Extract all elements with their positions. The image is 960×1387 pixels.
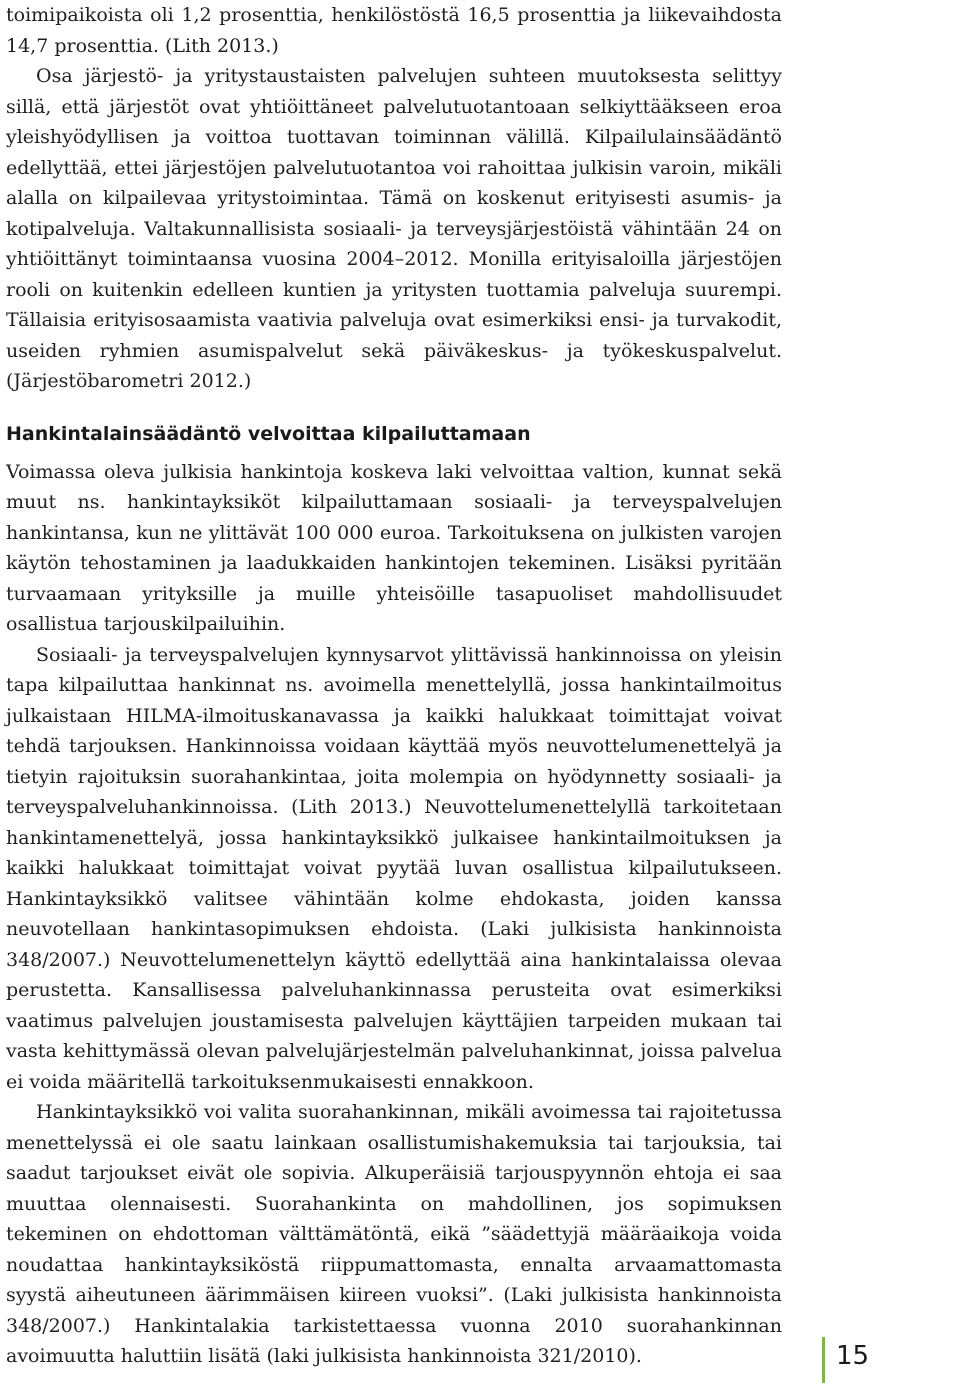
paragraph-direct-procurement: Hankintayksikkö voi valita suorahankinnan, mikäli avoimessa tai rajoitetussa menettelyssä ei ole saatu lainkaan osallistumishakemuksia tai tarjouksia, tai saadut tarjoukset eivät ole sopivia. Alkuperäisiä tarjouspyynnön ehtoja ei saa muuttaa olennaisesti. Suorahankinta on mahdollinen, jos sopimuksen tekeminen on ehdottoman välttämätöntä, eikä ”säädettyjä määräaikoja voida noudattaa hankintayksiköstä riippumattomasta, ennalta arvaamattomasta syystä aiheutuneen äärimmäisen kiireen vuoksi”. (Laki julkisista hankinnoista 348/2007.) Hankintalakia tarkistettaessa vuonna 2010 suorahankinnan avoimuutta haluttiin lisätä (laki julkisista hankinnoista 321/2010). <box>6 1101 782 1367</box>
document-page <box>6 0 782 1372</box>
section-heading: Hankintalainsäädäntö velvoittaa kilpailuttamaan <box>6 422 531 445</box>
paragraph-continued: toimipaikoista oli 1,2 prosenttia, henkilöstöstä 16,5 prosenttia ja liikevaihdosta 14,7 prosenttia. (Lith 2013.) <box>6 4 782 57</box>
page-number-accent-bar <box>822 1337 825 1383</box>
page-number: 15 <box>836 1341 870 1371</box>
page-number-block <box>822 1337 882 1383</box>
paragraph-organization-changes: Osa järjestö- ja yritystaustaisten palvelujen suhteen muutoksesta selittyy sillä, että järjestöt ovat yhtiöittäneet palvelutuotantoaan selkiyttääkseen eroa yleishyödyllisen ja voittoa tuottavan toiminnan välillä. Kilpailulainsäädäntö edellyttää, ettei järjestöjen palvelutuotantoa voi rahoittaa julkisin varoin, mikäli alalla on kilpailevaa yritystoimintaa. Tämä on koskenut erityisesti asumis- ja kotipalveluja. Valtakunnallisista sosiaali- ja terveysjärjestöistä vähintään 24 on yhtiöittänyt toimintaansa vuosina 2004–2012. Monilla erityisaloilla järjestöjen rooli on kuitenkin edelleen kuntien ja yritysten tuottamia palveluja suurempi. Tällaisia erityisosaamista vaativia palveluja ovat esimerkiksi ensi- ja turvakodit, useiden ryhmien asumispalvelut sekä päiväkeskus- ja työkeskuspalvelut. (Järjestöbarometri 2012.) <box>6 65 782 392</box>
paragraph-procurement-law: Voimassa oleva julkisia hankintoja koskeva laki velvoittaa valtion, kunnat sekä muut ns. hankintayksiköt kilpailuttamaan sosiaali- ja terveyspalvelujen hankintansa, kun ne ylittävät 100 000 euroa. Tarkoituksena on julkisten varojen käytön tehostaminen ja laadukkaiden hankintojen tekeminen. Lisäksi pyritään turvaamaan yrityksille ja muille yhteisöille tasapuoliset mahdollisuudet osallistua tarjouskilpailuihin. <box>6 460 782 635</box>
paragraph-thresholds: Sosiaali- ja terveyspalvelujen kynnysarvot ylittävissä hankinnoissa on yleisin tapa kilpailuttaa hankinnat ns. avoimella menettelyllä, jossa hankintailmoitus julkaistaan HILMA-ilmoituskanavassa ja kaikki halukkaat toimittajat voivat tehdä tarjouksen. Hankinnoissa voidaan käyttää myös neuvottelumenettelyä ja tietyin rajoituksin suorahankintaa, joita molempia on hyödynnetty sosiaali- ja terveyspalveluhankinnoissa. (Lith 2013.) Neuvottelumenettelyllä tarkoitetaan hankintamenettelyä, jossa hankintayksikkö julkaisee hankintailmoituksen ja kaikki halukkaat toimittajat voivat pyytää luvan osallistua kilpailutukseen. Hankintayksikkö valitsee vähintään kolme ehdokasta, joiden kanssa neuvotellaan hankintasopimuksen ehdoista. (Laki julkisista hankinnoista 348/2007.) Neuvottelumenettelyn käyttö edellyttää aina hankintalaissa olevaa perustetta. Kansallisessa palveluhankinnassa perusteita ovat esimerkiksi vaatimus palvelujen joustamisesta palvelujen käyttäjien tarpeiden mukaan tai vasta kehittymässä olevan palvelujärjestelmän palveluhankinnat, joissa palvelua ei voida määritellä tarkoituksenmukaisesti ennakkoon. <box>6 643 782 1093</box>
